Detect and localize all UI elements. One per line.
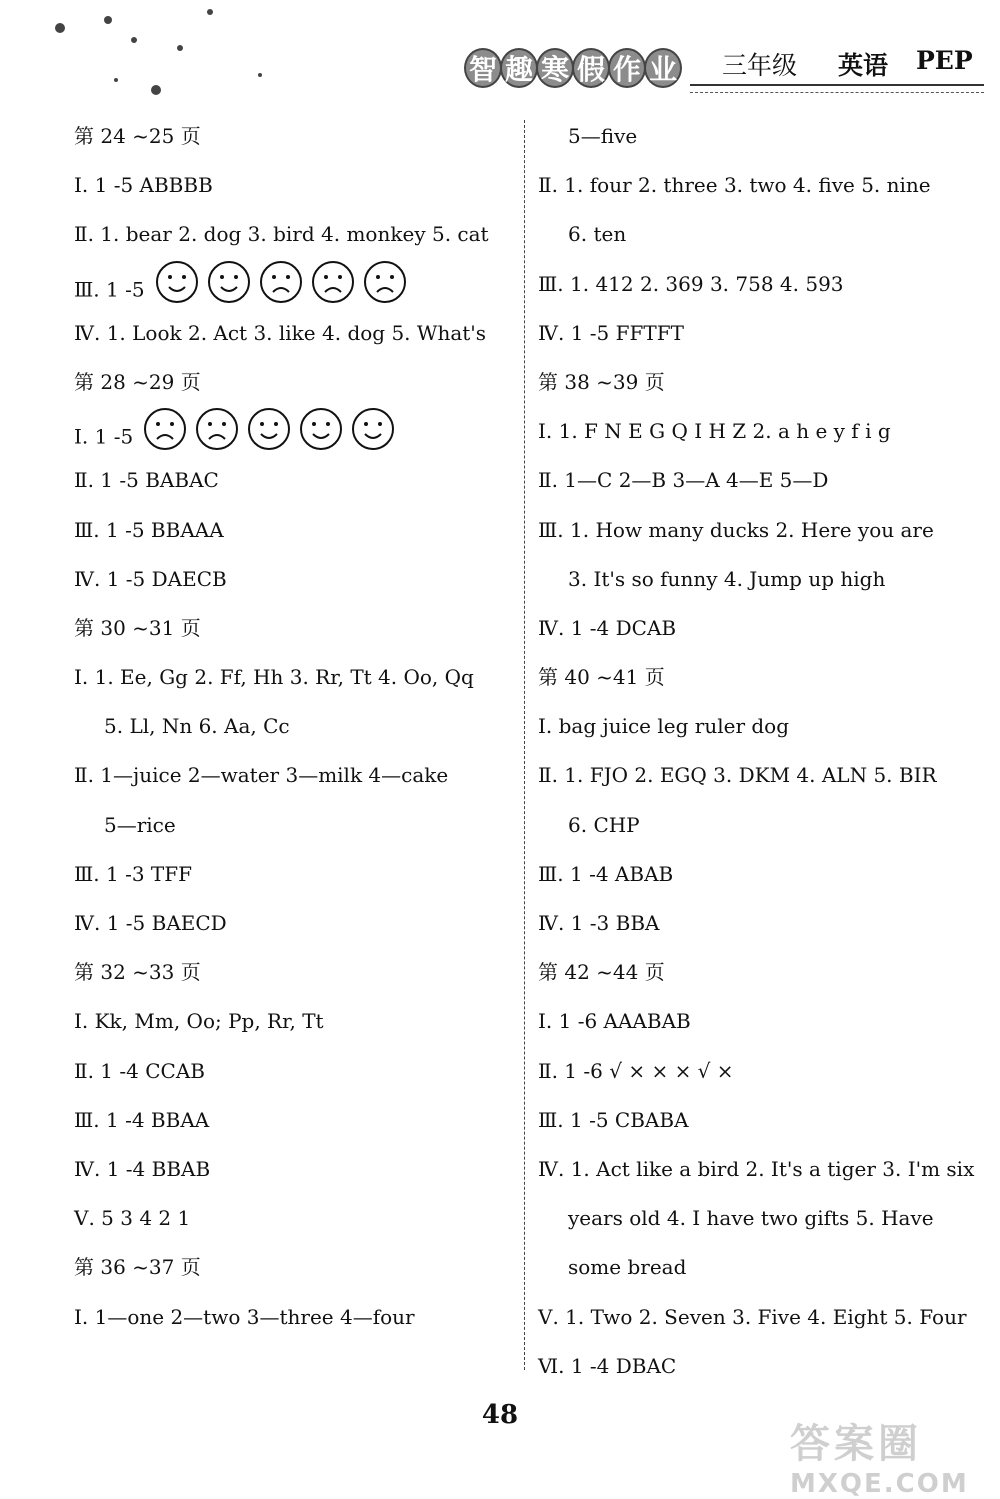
answer-line <box>538 161 990 210</box>
answer-text: Ⅳ. 1 -4 BBAB <box>74 1156 211 1181</box>
answer-text: Ⅲ. 1 -3 TFF <box>74 861 193 886</box>
answer-text: Ⅱ. 1. FJO 2. EGQ 3. DKM 4. ALN 5. BIR <box>538 763 937 788</box>
title-char: 作 <box>608 48 646 88</box>
answer-line <box>74 997 514 1046</box>
answer-line <box>538 1145 990 1194</box>
answer-text: Ⅱ. 1. bear 2. dog 3. bird 4. monkey 5. cat <box>74 222 489 247</box>
watermark <box>790 1412 990 1499</box>
answer-line <box>74 260 514 309</box>
answer-line <box>538 997 990 1046</box>
smiley-face-icon <box>351 407 395 469</box>
answer-text: Ⅱ. 1—C 2—B 3—A 4—E 5—D <box>538 468 829 493</box>
title-char: 智 <box>464 48 502 88</box>
answer-text: Ⅱ. 1. four 2. three 3. two 4. five 5. nine <box>538 173 931 198</box>
answer-column-left <box>74 112 514 1342</box>
answer-line <box>538 456 990 505</box>
subject-label: 英语 <box>838 51 889 80</box>
answer-text: Ⅳ. 1 -5 DAECB <box>74 566 227 591</box>
answer-line <box>74 210 514 259</box>
smiley-face-icon <box>299 407 343 469</box>
answer-text: Ⅰ. 1—one 2—two 3—three 4—four <box>74 1304 415 1329</box>
page-range-heading <box>74 112 514 161</box>
answer-text: 6. ten <box>568 222 627 247</box>
answer-text: 第 38 ~39 页 <box>538 369 665 394</box>
edition-label: PEP <box>916 46 973 75</box>
answer-text: Ⅲ. 1 -5 CBABA <box>538 1107 689 1132</box>
answer-line <box>538 1342 990 1391</box>
answer-line <box>538 702 990 751</box>
title-char: 趣 <box>500 48 538 88</box>
page-range-heading <box>538 653 990 702</box>
answer-line <box>538 604 990 653</box>
answer-line <box>538 407 990 456</box>
title-char: 业 <box>644 48 682 88</box>
answer-line <box>538 1047 990 1096</box>
answer-text: 5—five <box>568 124 638 148</box>
answer-line <box>74 653 514 702</box>
smiley-face-icon <box>247 407 291 469</box>
column-divider <box>524 120 525 1370</box>
answer-line <box>74 751 514 800</box>
header-rule <box>690 84 984 86</box>
answer-text: Ⅴ. 5 3 4 2 1 <box>74 1206 191 1231</box>
answer-text: 5. Ll, Nn 6. Aa, Cc <box>104 714 290 739</box>
page-range-heading <box>74 358 514 407</box>
answer-text: Ⅳ. 1 -4 DCAB <box>538 615 677 640</box>
answer-line <box>538 309 990 358</box>
answer-line <box>74 161 514 210</box>
answer-text: Ⅲ. 1 -4 ABAB <box>538 861 674 886</box>
page-number: 48 <box>481 1400 519 1430</box>
page-range-heading <box>538 948 990 997</box>
answer-text: Ⅰ. 1 -6 AAABAB <box>538 1009 691 1034</box>
answer-text: 5—rice <box>104 812 176 837</box>
watermark-line2: MXQE.COM <box>790 1469 969 1499</box>
answer-text: Ⅴ. 1. Two 2. Seven 3. Five 4. Eight 5. Four <box>538 1304 967 1329</box>
decorative-specks <box>30 0 290 114</box>
book-title <box>464 44 678 92</box>
answer-line <box>74 801 514 850</box>
answer-line <box>74 1047 514 1096</box>
answer-line <box>74 702 514 751</box>
answer-line <box>74 1194 514 1243</box>
answer-text: Ⅰ. bag juice leg ruler dog <box>538 714 790 739</box>
answer-text: 第 30 ~31 页 <box>74 615 201 640</box>
answer-text: 第 42 ~44 页 <box>538 960 665 985</box>
answer-line <box>538 899 990 948</box>
answer-text: 第 24 ~25 页 <box>74 124 201 148</box>
answer-text: Ⅲ. 1 -4 BBAA <box>74 1107 210 1132</box>
page-range-heading <box>74 604 514 653</box>
answer-text: Ⅲ. 1. How many ducks 2. Here you are <box>538 517 934 542</box>
answer-line <box>74 899 514 948</box>
answer-text: Ⅱ. 1 -4 CCAB <box>74 1058 205 1083</box>
answer-text: Ⅰ. 1 -5 ABBBB <box>74 173 213 198</box>
answer-line <box>538 1293 990 1342</box>
answer-text: Ⅲ. 1 -5 BBAAA <box>74 517 224 542</box>
answer-line <box>74 407 514 456</box>
answer-line <box>538 112 990 161</box>
answer-text: Ⅳ. 1. Look 2. Act 3. like 4. dog 5. What's <box>74 320 487 345</box>
answer-text: 6. CHP <box>568 812 640 837</box>
answer-text: 第 32 ~33 页 <box>74 960 201 985</box>
answer-line <box>538 555 990 604</box>
answer-line <box>538 801 990 850</box>
title-char: 寒 <box>536 48 574 88</box>
answer-text: 3. It's so funny 4. Jump up high <box>568 566 886 591</box>
answer-line <box>538 260 990 309</box>
answer-line <box>538 751 990 800</box>
answer-line <box>74 1096 514 1145</box>
answer-text: Ⅰ. Kk, Mm, Oo; Pp, Rr, Tt <box>74 1009 324 1034</box>
answer-text: 第 36 ~37 页 <box>74 1255 201 1280</box>
answer-line <box>74 850 514 899</box>
answer-text: Ⅱ. 1 -6 √ × × × √ × <box>538 1058 734 1083</box>
answer-line <box>538 210 990 259</box>
answer-line <box>74 1293 514 1342</box>
answer-text: Ⅱ. 1 -5 BABAC <box>74 468 219 493</box>
answer-text: Ⅱ. 1—juice 2—water 3—milk 4—cake <box>74 763 449 788</box>
title-char: 假 <box>572 48 610 88</box>
page-range-heading <box>74 948 514 997</box>
answer-line <box>538 1194 990 1243</box>
answer-text: Ⅰ. 1. F N E G Q I H Z 2. a h e y f i g <box>538 419 891 444</box>
watermark-line1: 答案圈 <box>790 1421 922 1467</box>
answer-text: Ⅵ. 1 -4 DBAC <box>538 1353 677 1378</box>
answer-line <box>74 506 514 555</box>
answer-line <box>74 1145 514 1194</box>
answer-text: Ⅰ. 1 -5 <box>74 424 134 449</box>
answer-column-right <box>538 112 990 1391</box>
grade-label: 三年级 <box>722 51 798 80</box>
answer-text: Ⅳ. 1 -3 BBA <box>538 911 660 935</box>
answer-text: Ⅳ. 1 -5 BAECD <box>74 911 227 935</box>
answer-line <box>538 1243 990 1292</box>
page-range-heading <box>538 358 990 407</box>
answer-line <box>538 1096 990 1145</box>
answer-text: years old 4. I have two gifts 5. Have <box>568 1206 934 1231</box>
answer-text: Ⅲ. 1 -5 <box>74 277 145 302</box>
answer-text: Ⅲ. 1. 412 2. 369 3. 758 4. 593 <box>538 271 844 296</box>
header-rule-dashed <box>690 92 984 93</box>
answer-line <box>74 309 514 358</box>
answer-text: 第 28 ~29 页 <box>74 369 201 394</box>
answer-text: some bread <box>568 1255 687 1280</box>
answer-line <box>74 555 514 604</box>
answer-text: Ⅳ. 1 -5 FFTFT <box>538 320 684 345</box>
page-range-heading <box>74 1243 514 1292</box>
answer-line <box>538 850 990 899</box>
answer-line <box>538 506 990 555</box>
answer-text: Ⅰ. 1. Ee, Gg 2. Ff, Hh 3. Rr, Tt 4. Oo, Qq <box>74 665 474 690</box>
answer-text: 第 40 ~41 页 <box>538 665 665 690</box>
answer-text: Ⅳ. 1. Act like a bird 2. It's a tiger 3. I'm six <box>538 1156 975 1181</box>
